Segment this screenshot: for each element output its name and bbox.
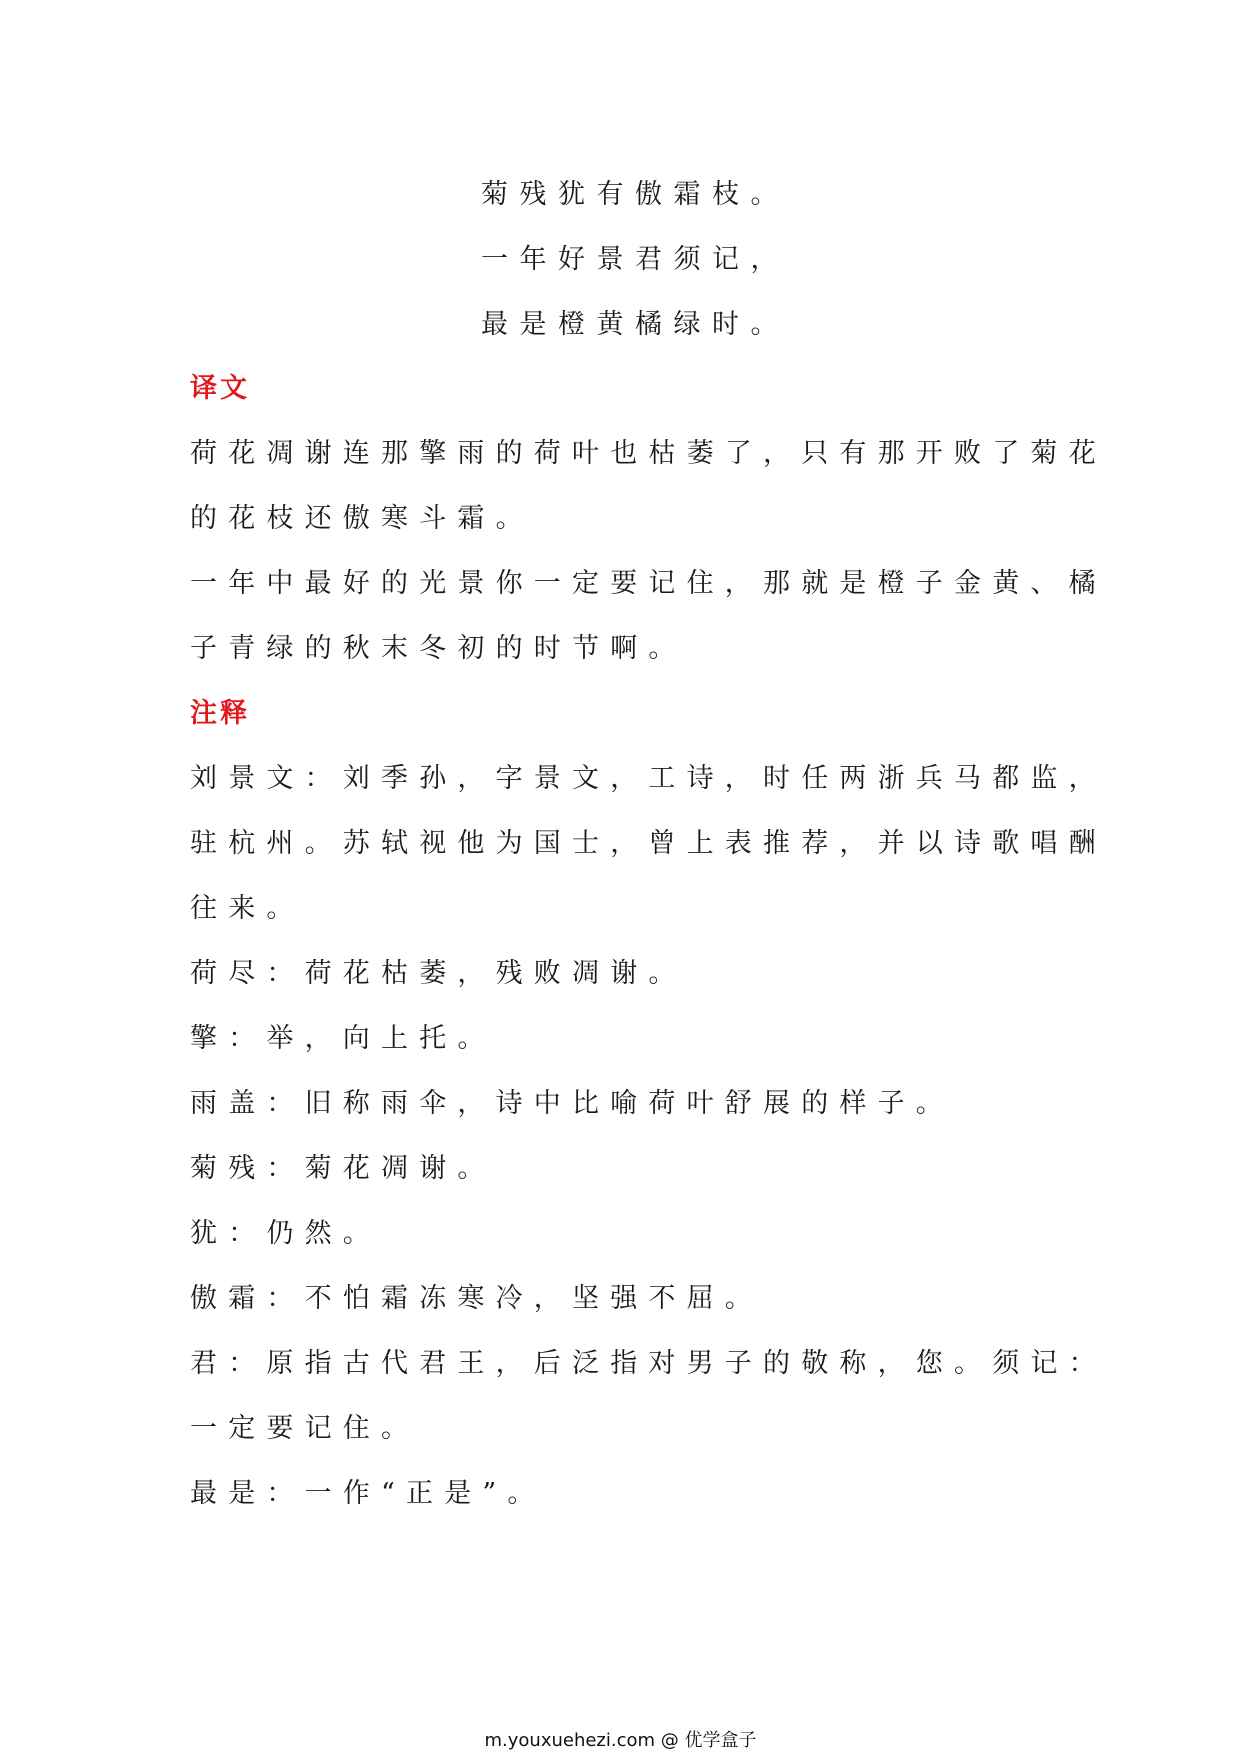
note-line: 驻杭州。苏轼视他为国士，曾上表推荐，并以诗歌唱酬 [190,828,1107,859]
translation-line: 荷花凋谢连那擎雨的荷叶也枯萎了，只有那开败了菊花 [190,438,1107,469]
note-line: 雨盖：旧称雨伞，诗中比喻荷叶舒展的样子。 [190,1088,954,1119]
footer-watermark: m.youxuehezi.com @ 优学盒子 [484,1730,757,1751]
notes-heading: 注释 [190,698,250,729]
note-line: 刘景文：刘季孙，字景文，工诗，时任两浙兵马都监， [190,763,1107,794]
body-content [190,356,1107,1526]
poem-block [481,162,789,357]
poem-line: 一年好景君须记， [481,244,789,275]
note-line: 往来。 [190,893,305,924]
note-line: 荷尽：荷花枯萎，残败凋谢。 [190,958,687,989]
poem-line: 最是橙黄橘绿时。 [481,309,789,340]
translation-line: 的花枝还傲寒斗霜。 [190,503,534,534]
note-line: 菊残：菊花凋谢。 [190,1153,496,1184]
note-line: 最是：一作“正是”。 [190,1478,546,1509]
note-line: 君：原指古代君王，后泛指对男子的敬称，您。须记： [190,1348,1107,1379]
translation-line: 子青绿的秋末冬初的时节啊。 [190,633,687,664]
note-line: 傲霜：不怕霜冻寒冷，坚强不屈。 [190,1283,763,1314]
note-line: 犹：仍然。 [190,1218,381,1249]
poem-line: 菊残犹有傲霜枝。 [481,179,789,210]
translation-line: 一年中最好的光景你一定要记住，那就是橙子金黄、橘 [190,568,1107,599]
note-line: 擎：举，向上托。 [190,1023,496,1054]
note-line: 一定要记住。 [190,1413,420,1444]
translation-heading: 译文 [190,373,250,404]
